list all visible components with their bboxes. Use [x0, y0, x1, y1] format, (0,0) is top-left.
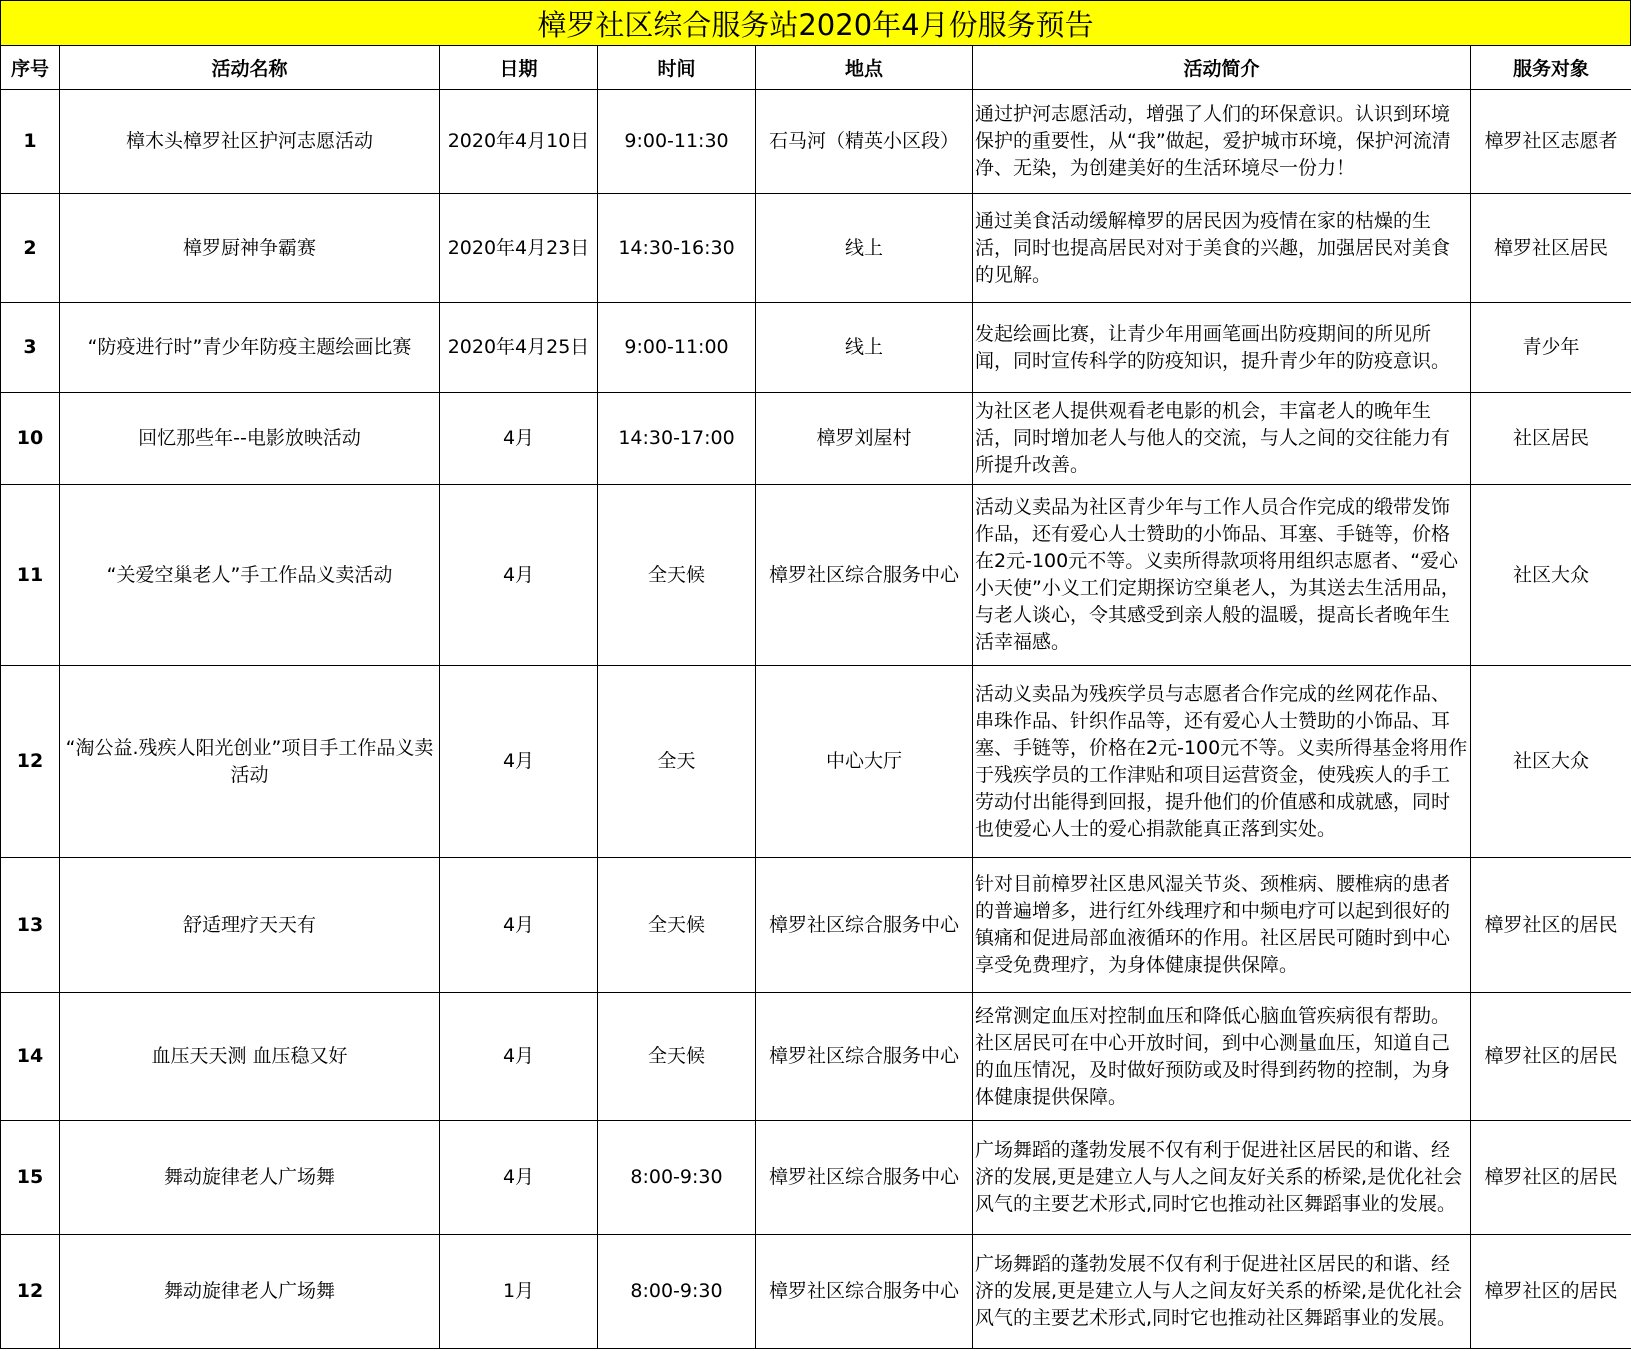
cell-place: 樟罗社区综合服务中心 — [756, 1121, 973, 1235]
cell-place: 线上 — [756, 303, 973, 393]
cell-date: 2020年4月25日 — [440, 303, 598, 393]
cell-target: 社区大众 — [1471, 666, 1631, 858]
header-date: 日期 — [440, 46, 598, 90]
cell-place: 樟罗社区综合服务中心 — [756, 485, 973, 666]
table-row — [1, 393, 1631, 485]
cell-desc: 通过美食活动缓解樟罗的居民因为疫情在家的枯燥的生活，同时也提高居民对对于美食的兴趣，加强居民对美食的见解。 — [973, 194, 1471, 303]
cell-time: 14:30-16:30 — [598, 194, 756, 303]
table-row — [1, 90, 1631, 194]
cell-target: 樟罗社区的居民 — [1471, 858, 1631, 993]
cell-date: 4月 — [440, 485, 598, 666]
cell-date: 4月 — [440, 1121, 598, 1235]
cell-seq: 15 — [1, 1121, 60, 1235]
cell-desc: 为社区老人提供观看老电影的机会，丰富老人的晚年生活，同时增加老人与他人的交流，与人之间的交往能力有所提升改善。 — [973, 393, 1471, 485]
cell-time: 14:30-17:00 — [598, 393, 756, 485]
cell-target: 社区大众 — [1471, 485, 1631, 666]
cell-time: 全天候 — [598, 485, 756, 666]
cell-desc: 通过护河志愿活动，增强了人们的环保意识。认识到环境保护的重要性，从“我”做起，爱护城市环境，保护河流清净、无染，为创建美好的生活环境尽一份力！ — [973, 90, 1471, 194]
cell-place: 樟罗社区综合服务中心 — [756, 993, 973, 1121]
cell-target: 樟罗社区的居民 — [1471, 993, 1631, 1121]
cell-date: 2020年4月10日 — [440, 90, 598, 194]
table-row — [1, 485, 1631, 666]
table-row — [1, 1235, 1631, 1349]
cell-name: “淘公益.残疾人阳光创业”项目手工作品义卖活动 — [60, 666, 440, 858]
cell-seq: 2 — [1, 194, 60, 303]
page-title: 樟罗社区综合服务站2020年4月份服务预告 — [0, 0, 1631, 45]
cell-seq: 14 — [1, 993, 60, 1121]
cell-name: 舞动旋律老人广场舞 — [60, 1235, 440, 1349]
cell-name: 樟罗厨神争霸赛 — [60, 194, 440, 303]
table-row — [1, 1121, 1631, 1235]
cell-date: 4月 — [440, 993, 598, 1121]
cell-seq: 3 — [1, 303, 60, 393]
cell-place: 樟罗社区综合服务中心 — [756, 1235, 973, 1349]
header-target: 服务对象 — [1471, 46, 1631, 90]
table-row — [1, 993, 1631, 1121]
cell-time: 全天候 — [598, 858, 756, 993]
cell-desc: 针对目前樟罗社区患风湿关节炎、颈椎病、腰椎病的患者的普遍增多，进行红外线理疗和中频电疗可以起到很好的镇痛和促进局部血液循环的作用。社区居民可随时到中心享受免费理疗，为身体健康提供保障。 — [973, 858, 1471, 993]
header-row — [1, 46, 1631, 90]
header-name: 活动名称 — [60, 46, 440, 90]
cell-target: 樟罗社区志愿者 — [1471, 90, 1631, 194]
cell-date: 4月 — [440, 393, 598, 485]
cell-target: 社区居民 — [1471, 393, 1631, 485]
cell-target: 樟罗社区的居民 — [1471, 1235, 1631, 1349]
cell-target: 樟罗社区的居民 — [1471, 1121, 1631, 1235]
cell-place: 石马河（精英小区段） — [756, 90, 973, 194]
cell-time: 8:00-9:30 — [598, 1235, 756, 1349]
table-row — [1, 666, 1631, 858]
header-seq: 序号 — [1, 46, 60, 90]
cell-seq: 10 — [1, 393, 60, 485]
cell-time: 9:00-11:00 — [598, 303, 756, 393]
cell-seq: 11 — [1, 485, 60, 666]
cell-seq: 12 — [1, 1235, 60, 1349]
cell-date: 2020年4月23日 — [440, 194, 598, 303]
cell-place: 樟罗刘屋村 — [756, 393, 973, 485]
cell-time: 8:00-9:30 — [598, 1121, 756, 1235]
cell-name: 舞动旋律老人广场舞 — [60, 1121, 440, 1235]
cell-date: 4月 — [440, 666, 598, 858]
header-desc: 活动简介 — [973, 46, 1471, 90]
cell-name: “防疫进行时”青少年防疫主题绘画比赛 — [60, 303, 440, 393]
cell-name: 樟木头樟罗社区护河志愿活动 — [60, 90, 440, 194]
cell-desc: 活动义卖品为社区青少年与工作人员合作完成的缎带发饰作品，还有爱心人士赞助的小饰品、耳塞、手链等，价格在2元-100元不等。义卖所得款项将用组织志愿者、“爱心小天使”小义工们定期探访空巢老人，为其送去生活用品，与老人谈心，令其感受到亲人般的温暖，提高长者晚年生活幸福感。 — [973, 485, 1471, 666]
cell-time: 全天 — [598, 666, 756, 858]
cell-desc: 广场舞蹈的蓬勃发展不仅有利于促进社区居民的和谐、经济的发展,更是建立人与人之间友好关系的桥梁,是优化社会风气的主要艺术形式,同时它也推动社区舞蹈事业的发展。 — [973, 1121, 1471, 1235]
cell-desc: 广场舞蹈的蓬勃发展不仅有利于促进社区居民的和谐、经济的发展,更是建立人与人之间友好关系的桥梁,是优化社会风气的主要艺术形式,同时它也推动社区舞蹈事业的发展。 — [973, 1235, 1471, 1349]
cell-desc: 发起绘画比赛，让青少年用画笔画出防疫期间的所见所闻，同时宣传科学的防疫知识，提升青少年的防疫意识。 — [973, 303, 1471, 393]
cell-date: 1月 — [440, 1235, 598, 1349]
cell-seq: 12 — [1, 666, 60, 858]
cell-place: 樟罗社区综合服务中心 — [756, 858, 973, 993]
cell-desc: 活动义卖品为残疾学员与志愿者合作完成的丝网花作品、串珠作品、针织作品等，还有爱心人士赞助的小饰品、耳塞、手链等，价格在2元-100元不等。义卖所得基金将用作于残疾学员的工作津贴和项目运营资金，使残疾人的手工劳动付出能得到回报，提升他们的价值感和成就感，同时也使爱心人士的爱心捐款能真正落到实处。 — [973, 666, 1471, 858]
schedule-table — [0, 45, 1631, 1349]
table-row — [1, 303, 1631, 393]
cell-date: 4月 — [440, 858, 598, 993]
cell-seq: 13 — [1, 858, 60, 993]
cell-target: 青少年 — [1471, 303, 1631, 393]
cell-place: 中心大厅 — [756, 666, 973, 858]
cell-place: 线上 — [756, 194, 973, 303]
cell-name: 舒适理疗天天有 — [60, 858, 440, 993]
cell-name: 回忆那些年--电影放映活动 — [60, 393, 440, 485]
cell-desc: 经常测定血压对控制血压和降低心脑血管疾病很有帮助。社区居民可在中心开放时间，到中心测量血压，知道自己的血压情况，及时做好预防或及时得到药物的控制，为身体健康提供保障。 — [973, 993, 1471, 1121]
cell-name: “关爱空巢老人”手工作品义卖活动 — [60, 485, 440, 666]
table-row — [1, 858, 1631, 993]
table-row — [1, 194, 1631, 303]
cell-seq: 1 — [1, 90, 60, 194]
cell-time: 全天候 — [598, 993, 756, 1121]
cell-name: 血压天天测 血压稳又好 — [60, 993, 440, 1121]
header-place: 地点 — [756, 46, 973, 90]
cell-target: 樟罗社区居民 — [1471, 194, 1631, 303]
header-time: 时间 — [598, 46, 756, 90]
cell-time: 9:00-11:30 — [598, 90, 756, 194]
